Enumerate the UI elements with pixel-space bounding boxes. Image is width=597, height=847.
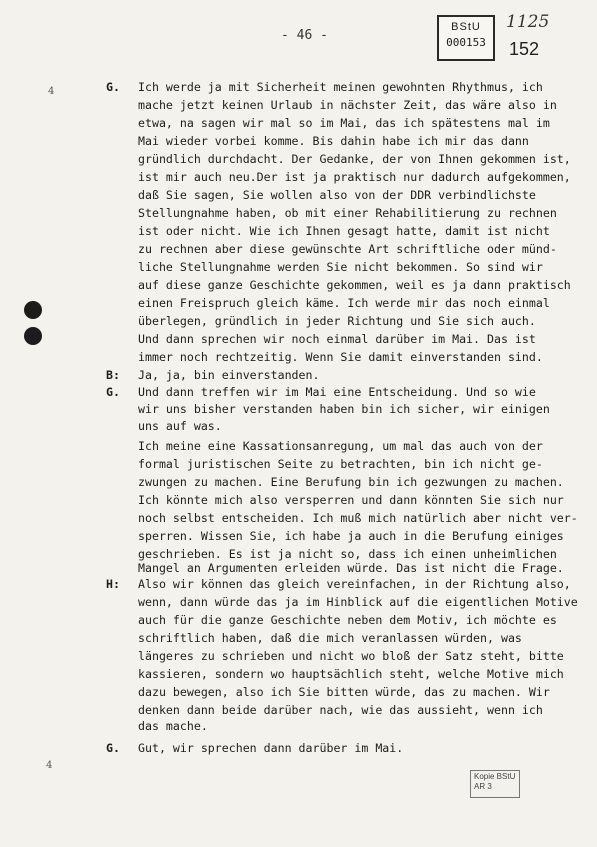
text-line: denken dann beide darüber nach, wie das aussieht, wenn ich bbox=[138, 703, 543, 717]
text-line: wir uns bisher verstanden haben bin ich sicher, wir einigen bbox=[138, 402, 550, 416]
text-line: einen Freispruch gleich käme. Ich werde mir das noch einmal bbox=[138, 296, 550, 310]
text-line: längeres zu schrieben und nicht wo bloß der Satz steht, bitte bbox=[138, 649, 564, 663]
speaker-label: G. bbox=[106, 80, 120, 94]
text-line: formal juristischen Seite zu betrachten, bin ich nicht ge- bbox=[138, 457, 543, 471]
speaker-label: G. bbox=[106, 741, 120, 755]
printed-folio: 152 bbox=[509, 39, 540, 59]
text-line: Also wir können das gleich vereinfachen, in der Richtung also, bbox=[138, 577, 571, 591]
text-line: Gut, wir sprechen dann darüber im Mai. bbox=[138, 741, 404, 755]
text-line: uns auf was. bbox=[138, 419, 222, 433]
text-line: dazu bewegen, also ich Sie bitten würde, das zu machen. Wir bbox=[138, 685, 550, 699]
speaker-label: H: bbox=[106, 577, 120, 591]
text-line: ist mir auch neu.Der ist ja praktisch nur dadurch aufgekommen, bbox=[138, 170, 571, 184]
text-line: auch für die ganze Geschichte neben dem Motiv, ich möchte es bbox=[138, 613, 557, 627]
text-line: Mangel an Argumenten erleiden würde. Das ist nicht die Frage. bbox=[138, 561, 564, 575]
text-line: überlegen, gründlich in jeder Richtung und Sie sich auch. bbox=[138, 314, 536, 328]
speaker-label: G. bbox=[106, 385, 120, 399]
text-line: mache jetzt keinen Urlaub in nächster Zeit, das wäre also in bbox=[138, 98, 557, 112]
text-line: noch selbst entscheiden. Ich muß mich natürlich aber nicht ver- bbox=[138, 511, 578, 525]
margin-mark: 4 bbox=[46, 760, 53, 771]
stamp-number: 000153 bbox=[446, 36, 486, 49]
text-line: Ich könnte mich also versperren und dann könnten Sie sich nur bbox=[138, 493, 564, 507]
page-number: - 46 - bbox=[281, 28, 328, 43]
text-line: sperren. Wissen Sie, ich habe ja auch in die Berufung einiges bbox=[138, 529, 564, 543]
text-line: Ich werde ja mit Sicherheit meinen gewohnten Rhythmus, ich bbox=[138, 80, 543, 94]
text-line: Und dann treffen wir im Mai eine Entscheidung. Und so wie bbox=[138, 385, 536, 399]
text-line: Und dann sprechen wir noch einmal darüber im Mai. Das ist bbox=[138, 332, 536, 346]
text-line: auf diese ganze Geschichte gekommen, weil es ja dann praktisch bbox=[138, 278, 571, 292]
margin-mark: 4 bbox=[48, 86, 55, 97]
text-line: gründlich durchdacht. Der Gedanke, der von Ihnen gekommen ist, bbox=[138, 152, 571, 166]
text-line: das mache. bbox=[138, 719, 208, 733]
text-line: Ja, ja, bin einverstanden. bbox=[138, 368, 320, 382]
text-line: etwa, na sagen wir mal so im Mai, das ich spätestens mal im bbox=[138, 116, 550, 130]
text-line: Mai wieder vorbei komme. Bis dahin habe ich mir das dann bbox=[138, 134, 529, 148]
stamp-label: BStU bbox=[451, 21, 481, 33]
text-line: wenn, dann würde das ja im Hinblick auf die eigentlichen Motive bbox=[138, 595, 578, 609]
text-line: daß Sie sagen, Sie wollen also von der DDR verbindlichste bbox=[138, 188, 536, 202]
text-line: kassieren, sondern wo hauptsächlich steht, welche Motive mich bbox=[138, 667, 564, 681]
text-line: liche Stellungnahme werden Sie nicht bekommen. So sind wir bbox=[138, 260, 543, 274]
text-line: zwungen zu machen. Eine Berufung bin ich gezwungen zu machen. bbox=[138, 475, 564, 489]
speaker-label: B: bbox=[106, 368, 120, 382]
text-line: schriftlich haben, daß die mich veranlassen würden, was bbox=[138, 631, 522, 645]
text-line: Stellungnahme haben, ob mit einer Rehabilitierung zu rechnen bbox=[138, 206, 557, 220]
text-line: Ich meine eine Kassationsanregung, um mal das auch von der bbox=[138, 439, 543, 453]
copy-stamp bbox=[470, 770, 520, 798]
copy-stamp-line: Kopie BStU bbox=[474, 772, 516, 781]
copy-stamp-line: AR 3 bbox=[474, 782, 492, 791]
text-line: zu rechnen aber diese gewünschte Art schriftliche oder münd- bbox=[138, 242, 557, 256]
text-line: geschrieben. Es ist ja nicht so, dass ich einen unheimlichen bbox=[138, 547, 557, 561]
handwritten-folio: 1125 bbox=[506, 12, 550, 32]
text-line: immer noch rechtzeitig. Wenn Sie damit einverstanden sind. bbox=[138, 350, 543, 364]
text-line: ist oder nicht. Wie ich Ihnen gesagt hatte, damit ist nicht bbox=[138, 224, 550, 238]
